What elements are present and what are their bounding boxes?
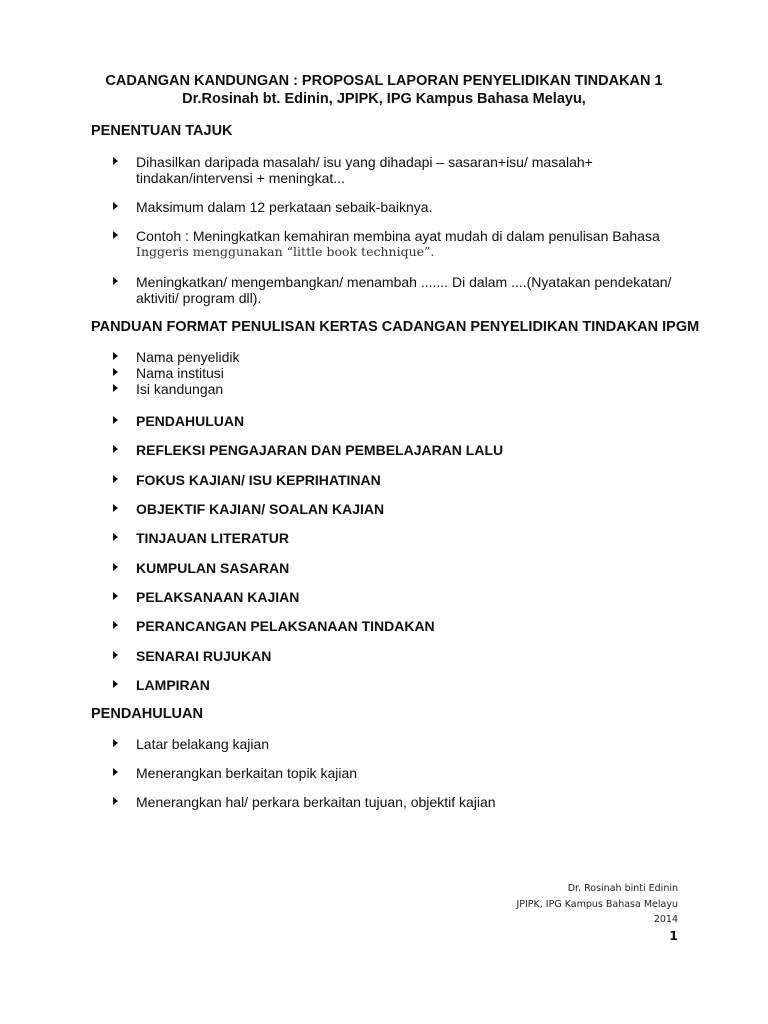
bullet-text: Contoh : Meningkatkan kemahiran membina ayat mudah di dalam penulisan Bahasa <box>136 228 660 244</box>
bullet-text: Menerangkan berkaitan topik kajian <box>136 765 358 781</box>
bullet-text: PERANCANGAN PELAKSANAAN TINDAKAN <box>136 618 435 634</box>
section-heading-pendahuluan: PENDAHULUAN <box>91 706 203 722</box>
bullet-text-continued: tindakan/intervensi + meningkat... <box>136 170 345 186</box>
bullet-arrow-icon <box>113 231 118 239</box>
bullet-text-continued: Inggeris menggunakan “little book technique”. <box>136 244 435 259</box>
bullet-arrow-icon <box>113 368 118 376</box>
bullet-arrow-icon <box>113 621 118 629</box>
bullet-text: KUMPULAN SASARAN <box>136 560 290 576</box>
bullet-text: Dihasilkan daripada masalah/ isu yang dihadapi – sasaran+isu/ masalah+ <box>136 154 593 170</box>
bullet-text: Meningkatkan/ mengembangkan/ menambah ....... Di dalam ....(Nyatakan pendekatan/ <box>136 274 672 290</box>
bullet-arrow-icon <box>113 563 118 571</box>
bullet-text: PENDAHULUAN <box>136 413 245 429</box>
bullet-text: TINJAUAN LITERATUR <box>136 530 289 546</box>
bullet-arrow-icon <box>113 277 118 285</box>
bullet-text: Latar belakang kajian <box>136 736 270 752</box>
bullet-arrow-icon <box>113 739 118 747</box>
bullet-arrow-icon <box>113 475 118 483</box>
bullet-text: LAMPIRAN <box>136 677 210 693</box>
bullet-arrow-icon <box>113 797 118 805</box>
bullet-arrow-icon <box>113 445 118 453</box>
bullet-text: FOKUS KAJIAN/ ISU KEPRIHATINAN <box>136 472 381 488</box>
page-number: 1 <box>669 928 678 943</box>
bullet-arrow-icon <box>113 651 118 659</box>
document-title: CADANGAN KANDUNGAN : PROPOSAL LAPORAN PENYELIDIKAN TINDAKAN 1 <box>105 73 663 89</box>
bullet-text: Nama penyelidik <box>136 349 240 365</box>
document-author-line: Dr.Rosinah bt. Edinin, JPIPK, IPG Kampus Bahasa Melayu, <box>182 91 586 107</box>
bullet-text: REFLEKSI PENGAJARAN DAN PEMBELAJARAN LALU <box>136 442 504 458</box>
section-heading-panduan-format: PANDUAN FORMAT PENULISAN KERTAS CADANGAN PENYELIDIKAN TINDAKAN IPGM <box>91 319 700 335</box>
bullet-text: SENARAI RUJUKAN <box>136 648 272 664</box>
section-heading-penentuan-tajuk: PENENTUAN TAJUK <box>91 123 233 139</box>
bullet-text: PELAKSANAAN KAJIAN <box>136 589 300 605</box>
footer-year: 2014 <box>653 914 678 925</box>
bullet-arrow-icon <box>113 504 118 512</box>
bullet-text: OBJEKTIF KAJIAN/ SOALAN KAJIAN <box>136 501 385 517</box>
bullet-arrow-icon <box>113 352 118 360</box>
bullet-arrow-icon <box>113 680 118 688</box>
bullet-text: Isi kandungan <box>136 381 224 397</box>
bullet-text: Nama institusi <box>136 365 224 381</box>
bullet-arrow-icon <box>113 202 118 210</box>
bullet-text: Maksimum dalam 12 perkataan sebaik-baiknya. <box>136 199 433 215</box>
bullet-arrow-icon <box>113 157 118 165</box>
bullet-text-continued: aktiviti/ program dll). <box>136 290 262 306</box>
bullet-arrow-icon <box>113 592 118 600</box>
bullet-text: Menerangkan hal/ perkara berkaitan tujuan, objektif kajian <box>136 794 496 810</box>
bullet-arrow-icon <box>113 384 118 392</box>
footer-institution: JPIPK, IPG Kampus Bahasa Melayu <box>516 899 678 910</box>
bullet-arrow-icon <box>113 416 118 424</box>
bullet-arrow-icon <box>113 768 118 776</box>
footer-author: Dr. Rosinah binti Edinin <box>567 883 678 894</box>
bullet-arrow-icon <box>113 533 118 541</box>
